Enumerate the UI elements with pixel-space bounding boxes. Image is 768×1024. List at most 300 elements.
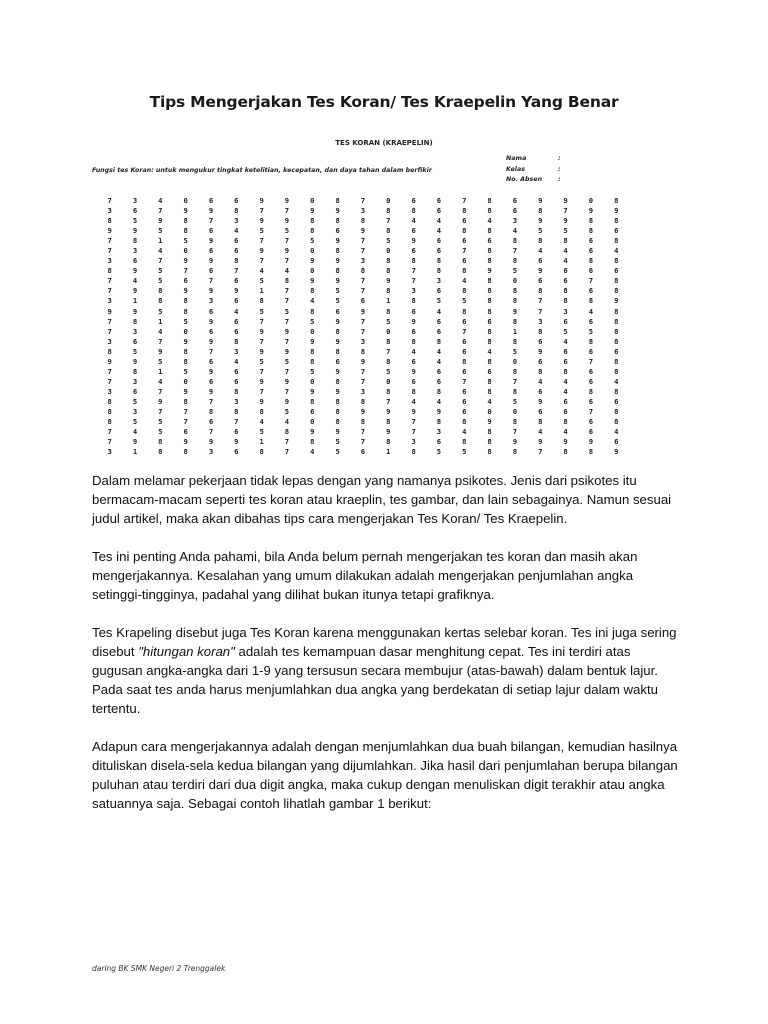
grid-digit: 7 bbox=[107, 326, 112, 336]
grid-row bbox=[97, 276, 629, 286]
grid-digit: 8 bbox=[158, 447, 163, 457]
grid-digit: 7 bbox=[208, 216, 214, 226]
grid-digit: 6 bbox=[538, 356, 543, 366]
grid-digit: 8 bbox=[234, 406, 239, 416]
grid-digit: 5 bbox=[284, 226, 290, 236]
grid-digit: 8 bbox=[614, 417, 619, 427]
grid-digit: 9 bbox=[335, 276, 340, 286]
grid-digit: 6 bbox=[335, 356, 340, 366]
grid-digit: 5 bbox=[335, 286, 340, 296]
grid-digit: 0 bbox=[386, 246, 391, 256]
grid-digit: 8 bbox=[614, 406, 619, 416]
grid-digit: 9 bbox=[360, 356, 366, 366]
grid-digit: 8 bbox=[538, 366, 543, 376]
grid-digit: 5 bbox=[259, 427, 264, 437]
grid-digit: 8 bbox=[462, 286, 467, 296]
test-purpose-text: Fungsi tes Koran: untuk mengukur tingkat ketelitian, kecepatan, dan daya tahan dalam berfikir bbox=[92, 167, 432, 174]
grid-digit: 9 bbox=[208, 286, 214, 296]
grid-digit: 6 bbox=[462, 216, 467, 226]
grid-digit: 6 bbox=[234, 196, 239, 205]
grid-digit: 3 bbox=[132, 376, 138, 386]
grid-digit: 4 bbox=[132, 276, 138, 286]
grid-digit: 5 bbox=[259, 276, 264, 286]
grid-digit: 6 bbox=[234, 316, 239, 326]
grid-digit: 3 bbox=[132, 326, 138, 336]
grid-digit: 6 bbox=[588, 266, 594, 276]
grid-digit: 8 bbox=[462, 417, 467, 427]
kraepelin-digit-grid bbox=[97, 196, 629, 457]
grid-digit: 7 bbox=[360, 427, 366, 437]
grid-digit: 4 bbox=[487, 396, 492, 406]
grid-digit: 8 bbox=[512, 417, 518, 427]
grid-digit: 5 bbox=[563, 226, 568, 236]
grid-row bbox=[97, 296, 629, 306]
grid-digit: 6 bbox=[436, 376, 442, 386]
grid-digit: 6 bbox=[588, 286, 594, 296]
grid-digit: 7 bbox=[107, 427, 112, 437]
grid-digit: 1 bbox=[259, 437, 264, 447]
grid-digit: 8 bbox=[487, 386, 492, 396]
grid-digit: 7 bbox=[360, 326, 366, 336]
grid-digit: 4 bbox=[487, 346, 492, 356]
grid-digit: 9 bbox=[284, 326, 290, 336]
grid-digit: 7 bbox=[107, 276, 112, 286]
grid-digit: 8 bbox=[335, 266, 340, 276]
grid-digit: 6 bbox=[411, 326, 416, 336]
grid-digit: 6 bbox=[183, 276, 188, 286]
grid-row bbox=[97, 256, 629, 266]
grid-digit: 6 bbox=[614, 266, 619, 276]
grid-digit: 6 bbox=[563, 266, 568, 276]
grid-digit: 8 bbox=[462, 356, 467, 366]
grid-digit: 8 bbox=[436, 336, 442, 346]
grid-digit: 9 bbox=[411, 406, 416, 416]
grid-digit: 7 bbox=[360, 276, 366, 286]
grid-digit: 9 bbox=[386, 406, 391, 416]
grid-digit: 7 bbox=[107, 366, 112, 376]
grid-digit: 6 bbox=[411, 196, 416, 205]
grid-digit: 6 bbox=[462, 366, 467, 376]
grid-digit: 7 bbox=[158, 256, 163, 266]
grid-row bbox=[97, 417, 629, 427]
grid-digit: 8 bbox=[107, 417, 112, 427]
grid-digit: 6 bbox=[614, 346, 619, 356]
grid-digit: 6 bbox=[411, 376, 416, 386]
grid-digit: 6 bbox=[411, 246, 416, 256]
grid-digit: 8 bbox=[487, 196, 492, 205]
grid-digit: 5 bbox=[284, 306, 290, 316]
grid-digit: 8 bbox=[310, 356, 315, 366]
grid-digit: 7 bbox=[360, 286, 366, 296]
grid-digit: 8 bbox=[310, 226, 315, 236]
grid-digit: 6 bbox=[436, 246, 442, 256]
grid-digit: 8 bbox=[335, 376, 340, 386]
grid-digit: 8 bbox=[183, 226, 188, 236]
grid-digit: 4 bbox=[310, 447, 315, 457]
grid-digit: 9 bbox=[538, 266, 543, 276]
grid-digit: 8 bbox=[614, 326, 619, 336]
grid-digit: 6 bbox=[132, 206, 138, 216]
grid-digit: 5 bbox=[462, 296, 467, 306]
grid-digit: 0 bbox=[310, 266, 315, 276]
grid-digit: 7 bbox=[107, 246, 112, 256]
paragraph-method: Adapun cara mengerjakannya adalah dengan menjumlahkan dua buah bilangan, kemudian hasilnya dituliskan disela-sela kedua bilangan yang dijumlahkan. Jika hasil dari penjumlahan berupa bilangan puluhan atau terdiri dari dua digit angka, maka cukup dengan menuliskan digit terakhir atau angka satuannya saja. Sebagai contoh lihatlah gambar 1 berikut: bbox=[92, 739, 678, 811]
grid-digit: 3 bbox=[360, 386, 366, 396]
grid-digit: 5 bbox=[386, 316, 391, 326]
grid-digit: 8 bbox=[360, 216, 366, 226]
grid-digit: 8 bbox=[335, 216, 340, 226]
grid-digit: 3 bbox=[107, 206, 112, 216]
grid-digit: 9 bbox=[183, 336, 188, 346]
grid-digit: 7 bbox=[386, 346, 391, 356]
grid-digit: 9 bbox=[259, 346, 264, 356]
grid-digit: 4 bbox=[462, 427, 467, 437]
grid-digit: 0 bbox=[487, 406, 492, 416]
grid-digit: 6 bbox=[132, 336, 138, 346]
grid-digit: 9 bbox=[335, 427, 340, 437]
grid-digit: 8 bbox=[538, 326, 543, 336]
grid-digit: 6 bbox=[614, 396, 619, 406]
grid-digit: 9 bbox=[284, 346, 290, 356]
grid-digit: 6 bbox=[538, 256, 543, 266]
grid-digit: 8 bbox=[487, 427, 492, 437]
grid-digit: 8 bbox=[436, 266, 442, 276]
grid-digit: 3 bbox=[411, 286, 416, 296]
grid-digit: 5 bbox=[183, 236, 188, 246]
grid-digit: 6 bbox=[563, 406, 568, 416]
grid-digit: 8 bbox=[462, 437, 467, 447]
grid-digit: 4 bbox=[234, 226, 239, 236]
grid-digit: 4 bbox=[259, 417, 264, 427]
grid-digit: 8 bbox=[487, 447, 492, 457]
grid-digit: 8 bbox=[614, 336, 619, 346]
grid-digit: 7 bbox=[158, 406, 163, 416]
grid-row bbox=[97, 216, 629, 226]
grid-digit: 8 bbox=[614, 286, 619, 296]
grid-digit: 0 bbox=[512, 356, 518, 366]
grid-digit: 6 bbox=[234, 366, 239, 376]
grid-digit: 8 bbox=[335, 246, 340, 256]
grid-digit: 7 bbox=[259, 366, 264, 376]
grid-digit: 7 bbox=[563, 206, 568, 216]
grid-digit: 8 bbox=[588, 226, 594, 236]
grid-digit: 7 bbox=[360, 376, 366, 386]
grid-digit: 8 bbox=[588, 256, 594, 266]
grid-digit: 7 bbox=[411, 427, 416, 437]
grid-digit: 7 bbox=[284, 437, 290, 447]
grid-digit: 5 bbox=[259, 226, 264, 236]
grid-digit: 0 bbox=[183, 196, 188, 205]
grid-digit: 3 bbox=[234, 396, 239, 406]
grid-digit: 5 bbox=[386, 236, 391, 246]
article-body bbox=[92, 471, 682, 832]
grid-digit: 6 bbox=[538, 406, 543, 416]
grid-digit: 8 bbox=[310, 396, 315, 406]
grid-digit: 0 bbox=[512, 276, 518, 286]
grid-digit: 8 bbox=[512, 447, 518, 457]
grid-digit: 8 bbox=[436, 386, 442, 396]
grid-digit: 8 bbox=[588, 386, 594, 396]
grid-digit: 4 bbox=[132, 427, 138, 437]
grid-digit: 8 bbox=[614, 306, 619, 316]
grid-digit: 9 bbox=[259, 376, 264, 386]
grid-digit: 0 bbox=[310, 326, 315, 336]
grid-digit: 7 bbox=[259, 316, 264, 326]
grid-digit: 8 bbox=[183, 306, 188, 316]
grid-digit: 8 bbox=[183, 216, 188, 226]
grid-digit: 5 bbox=[158, 266, 163, 276]
grid-digit: 7 bbox=[411, 417, 416, 427]
grid-digit: 9 bbox=[158, 346, 163, 356]
grid-digit: 9 bbox=[132, 226, 138, 236]
grid-digit: 8 bbox=[107, 346, 112, 356]
grid-digit: 9 bbox=[335, 386, 340, 396]
grid-digit: 9 bbox=[310, 206, 315, 216]
grid-digit: 4 bbox=[563, 386, 568, 396]
grid-digit: 8 bbox=[512, 256, 518, 266]
grid-digit: 8 bbox=[436, 417, 442, 427]
grid-digit: 6 bbox=[234, 296, 239, 306]
grid-digit: 4 bbox=[563, 256, 568, 266]
grid-digit: 3 bbox=[563, 306, 568, 316]
grid-digit: 9 bbox=[158, 216, 163, 226]
grid-digit: 6 bbox=[563, 356, 568, 366]
grid-digit: 3 bbox=[107, 447, 112, 457]
grid-digit: 9 bbox=[183, 286, 188, 296]
grid-digit: 4 bbox=[411, 346, 416, 356]
paragraph-text: adalah tes kemampuan dasar menghitung cepat. Tes ini terdiri atas gugusan angka-angka dari 1-9 yang tersusun secara membujur (atas-bawah) dalam bentuk lajur. Pada saat tes anda harus menjumlahkan dua angka yang berdekatan di setiap lajur dalam waktu tertentu. bbox=[92, 644, 658, 716]
grid-digit: 6 bbox=[234, 447, 239, 457]
grid-digit: 6 bbox=[208, 196, 214, 205]
grid-digit: 8 bbox=[132, 366, 138, 376]
grid-digit: 8 bbox=[487, 306, 492, 316]
grid-row bbox=[97, 367, 629, 377]
grid-digit: 6 bbox=[335, 226, 340, 236]
grid-digit: 6 bbox=[132, 386, 138, 396]
grid-digit: 8 bbox=[335, 346, 340, 356]
grid-digit: 4 bbox=[436, 346, 442, 356]
grid-row bbox=[97, 266, 629, 276]
grid-digit: 5 bbox=[512, 266, 518, 276]
grid-digit: 7 bbox=[386, 396, 391, 406]
grid-digit: 5 bbox=[183, 366, 188, 376]
grid-digit: 8 bbox=[462, 306, 467, 316]
grid-digit: 9 bbox=[183, 256, 188, 266]
grid-digit: 8 bbox=[614, 276, 619, 286]
grid-digit: 4 bbox=[436, 216, 442, 226]
grid-digit: 8 bbox=[563, 447, 568, 457]
grid-digit: 8 bbox=[487, 246, 492, 256]
grid-digit: 6 bbox=[335, 306, 340, 316]
grid-digit: 8 bbox=[234, 256, 239, 266]
grid-digit: 5 bbox=[512, 346, 518, 356]
grid-digit: 6 bbox=[588, 396, 594, 406]
grid-digit: 8 bbox=[614, 196, 619, 205]
grid-digit: 6 bbox=[436, 366, 442, 376]
grid-digit: 4 bbox=[284, 266, 290, 276]
grid-digit: 1 bbox=[386, 296, 391, 306]
grid-digit: 0 bbox=[183, 376, 188, 386]
grid-digit: 6 bbox=[538, 386, 543, 396]
grid-digit: 9 bbox=[538, 196, 543, 205]
paragraph-definition bbox=[92, 623, 682, 718]
grid-row bbox=[97, 387, 629, 397]
grid-digit: 7 bbox=[183, 417, 188, 427]
grid-digit: 3 bbox=[208, 296, 214, 306]
grid-digit: 3 bbox=[360, 256, 366, 266]
grid-digit: 8 bbox=[310, 346, 315, 356]
grid-digit: 4 bbox=[563, 336, 568, 346]
grid-digit: 8 bbox=[512, 316, 518, 326]
grid-digit: 7 bbox=[284, 206, 290, 216]
grid-digit: 5 bbox=[158, 226, 163, 236]
grid-digit: 7 bbox=[360, 316, 366, 326]
grid-digit: 8 bbox=[183, 296, 188, 306]
grid-digit: 7 bbox=[360, 196, 366, 205]
grid-digit: 8 bbox=[538, 206, 543, 216]
grid-digit: 7 bbox=[259, 206, 264, 216]
grid-digit: 6 bbox=[208, 246, 214, 256]
grid-digit: 6 bbox=[436, 196, 442, 205]
grid-digit: 8 bbox=[538, 236, 543, 246]
grid-digit: 9 bbox=[284, 396, 290, 406]
grid-digit: 7 bbox=[284, 336, 290, 346]
grid-digit: 8 bbox=[208, 406, 214, 416]
grid-digit: 9 bbox=[487, 417, 492, 427]
grid-row bbox=[97, 377, 629, 387]
grid-digit: 9 bbox=[183, 437, 188, 447]
grid-digit: 4 bbox=[158, 376, 163, 386]
grid-digit: 8 bbox=[563, 236, 568, 246]
grid-digit: 7 bbox=[284, 236, 290, 246]
grid-digit: 9 bbox=[335, 206, 340, 216]
grid-digit: 6 bbox=[208, 226, 214, 236]
grid-digit: 4 bbox=[158, 326, 163, 336]
grid-row bbox=[97, 437, 629, 447]
grid-digit: 6 bbox=[411, 306, 416, 316]
paragraph-text: Tes Krapeling disebut juga Tes Koran karena menggunakan kertas selebar koran. Tes ini juga sering disebut bbox=[92, 625, 677, 659]
grid-digit: 7 bbox=[462, 326, 467, 336]
grid-digit: 5 bbox=[284, 406, 290, 416]
grid-digit: 9 bbox=[335, 256, 340, 266]
grid-digit: 4 bbox=[436, 356, 442, 366]
grid-digit: 8 bbox=[335, 396, 340, 406]
grid-digit: 9 bbox=[208, 386, 214, 396]
grid-digit: 9 bbox=[538, 346, 543, 356]
grid-digit: 6 bbox=[436, 316, 442, 326]
grid-digit: 8 bbox=[411, 386, 416, 396]
grid-digit: 6 bbox=[208, 417, 214, 427]
grid-digit: 9 bbox=[132, 286, 138, 296]
grid-digit: 9 bbox=[284, 216, 290, 226]
grid-digit: 8 bbox=[183, 356, 188, 366]
grid-digit: 8 bbox=[386, 336, 391, 346]
grid-digit: 8 bbox=[158, 437, 163, 447]
grid-digit: 8 bbox=[386, 286, 391, 296]
grid-digit: 4 bbox=[436, 396, 442, 406]
grid-digit: 6 bbox=[462, 386, 467, 396]
identity-field-absen bbox=[506, 176, 566, 187]
grid-digit: 8 bbox=[259, 406, 264, 416]
grid-row bbox=[97, 357, 629, 367]
grid-digit: 8 bbox=[614, 236, 619, 246]
grid-digit: 9 bbox=[512, 437, 518, 447]
grid-digit: 7 bbox=[512, 427, 518, 437]
grid-digit: 9 bbox=[335, 316, 340, 326]
grid-digit: 7 bbox=[588, 356, 594, 366]
grid-digit: 0 bbox=[310, 376, 315, 386]
grid-digit: 6 bbox=[588, 376, 594, 386]
grid-digit: 6 bbox=[538, 276, 543, 286]
test-sheet-title: TES KORAN (KRAEPELIN) bbox=[335, 139, 433, 147]
grid-digit: 8 bbox=[512, 286, 518, 296]
grid-digit: 7 bbox=[386, 216, 391, 226]
grid-digit: 0 bbox=[183, 326, 188, 336]
grid-digit: 8 bbox=[436, 256, 442, 266]
grid-digit: 9 bbox=[132, 437, 138, 447]
grid-digit: 9 bbox=[563, 216, 568, 226]
grid-digit: 8 bbox=[158, 286, 163, 296]
grid-digit: 9 bbox=[208, 256, 214, 266]
grid-digit: 7 bbox=[512, 376, 518, 386]
grid-digit: 7 bbox=[259, 256, 264, 266]
grid-digit: 5 bbox=[183, 316, 188, 326]
grid-digit: 7 bbox=[158, 206, 163, 216]
grid-digit: 5 bbox=[284, 356, 290, 366]
grid-digit: 9 bbox=[588, 206, 594, 216]
grid-digit: 8 bbox=[512, 336, 518, 346]
grid-digit: 7 bbox=[360, 236, 366, 246]
grid-digit: 9 bbox=[538, 437, 543, 447]
grid-digit: 5 bbox=[335, 296, 340, 306]
grid-digit: 6 bbox=[462, 336, 467, 346]
grid-digit: 8 bbox=[183, 396, 188, 406]
grid-digit: 8 bbox=[360, 396, 366, 406]
grid-digit: 8 bbox=[284, 276, 290, 286]
grid-digit: 9 bbox=[360, 306, 366, 316]
grid-digit: 9 bbox=[538, 216, 543, 226]
grid-digit: 5 bbox=[132, 417, 138, 427]
grid-digit: 5 bbox=[563, 326, 568, 336]
grid-digit: 7 bbox=[360, 366, 366, 376]
grid-digit: 5 bbox=[158, 356, 163, 366]
grid-digit: 8 bbox=[310, 286, 315, 296]
grid-digit: 3 bbox=[107, 386, 112, 396]
field-colon: : bbox=[558, 176, 561, 183]
grid-digit: 5 bbox=[310, 316, 315, 326]
grid-digit: 7 bbox=[107, 376, 112, 386]
grid-digit: 6 bbox=[208, 306, 214, 316]
grid-digit: 7 bbox=[462, 376, 467, 386]
grid-digit: 7 bbox=[588, 276, 594, 286]
grid-digit: 7 bbox=[411, 266, 416, 276]
grid-digit: 5 bbox=[462, 447, 467, 457]
grid-digit: 8 bbox=[411, 336, 416, 346]
grid-digit: 0 bbox=[183, 246, 188, 256]
grid-digit: 0 bbox=[386, 326, 391, 336]
grid-digit: 1 bbox=[158, 316, 163, 326]
grid-digit: 5 bbox=[158, 427, 163, 437]
grid-digit: 8 bbox=[487, 276, 492, 286]
grid-digit: 9 bbox=[335, 366, 340, 376]
grid-digit: 8 bbox=[487, 437, 492, 447]
grid-digit: 3 bbox=[107, 336, 112, 346]
grid-digit: 6 bbox=[512, 206, 518, 216]
grid-digit: 6 bbox=[588, 417, 594, 427]
grid-digit: 7 bbox=[462, 246, 467, 256]
grid-digit: 9 bbox=[284, 246, 290, 256]
grid-digit: 6 bbox=[234, 246, 239, 256]
